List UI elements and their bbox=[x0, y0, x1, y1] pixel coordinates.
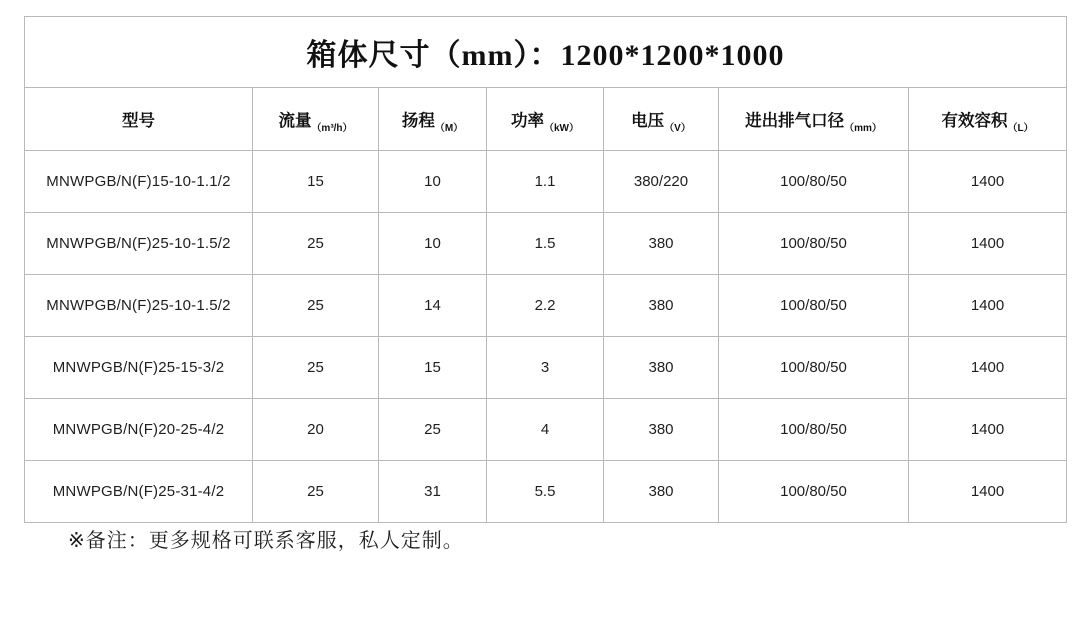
cell-model: MNWPGB/N(F)25-15-3/2 bbox=[25, 337, 253, 399]
cell-flow: 15 bbox=[253, 151, 379, 213]
column-header-port-diameter-unit: （mm） bbox=[844, 123, 882, 134]
cell-model: MNWPGB/N(F)15-10-1.1/2 bbox=[25, 151, 253, 213]
column-header-head-label: 扬程 bbox=[401, 112, 435, 130]
column-header-voltage-label: 电压 bbox=[631, 112, 665, 130]
cell-capacity: 1400 bbox=[909, 151, 1067, 213]
cell-port-diameter: 100/80/50 bbox=[719, 399, 909, 461]
column-header-power-label: 功率 bbox=[511, 112, 544, 130]
column-header-capacity bbox=[909, 88, 1067, 151]
cell-power: 1.1 bbox=[487, 151, 604, 213]
table-header-row bbox=[25, 88, 1067, 151]
cell-port-diameter: 100/80/50 bbox=[719, 213, 909, 275]
table-row bbox=[25, 399, 1067, 461]
specification-table bbox=[24, 16, 1067, 523]
cell-head: 14 bbox=[379, 275, 487, 337]
column-header-flow bbox=[253, 88, 379, 151]
table-title: 箱体尺寸（mm）：1200*1200*1000 bbox=[25, 17, 1067, 88]
cell-flow: 20 bbox=[253, 399, 379, 461]
cell-power: 2.2 bbox=[487, 275, 604, 337]
cell-voltage: 380 bbox=[604, 461, 719, 523]
cell-capacity: 1400 bbox=[909, 337, 1067, 399]
cell-voltage: 380 bbox=[604, 399, 719, 461]
cell-capacity: 1400 bbox=[909, 213, 1067, 275]
column-header-port-diameter bbox=[719, 88, 909, 151]
cell-head: 31 bbox=[379, 461, 487, 523]
table-title-row bbox=[25, 17, 1067, 88]
column-header-power bbox=[487, 88, 604, 151]
cell-capacity: 1400 bbox=[909, 461, 1067, 523]
column-header-flow-unit: （m³/h） bbox=[311, 123, 353, 134]
cell-head: 10 bbox=[379, 151, 487, 213]
table-row bbox=[25, 461, 1067, 523]
cell-power: 4 bbox=[487, 399, 604, 461]
column-header-capacity-label: 有效容积 bbox=[941, 112, 1008, 130]
column-header-flow-label: 流量 bbox=[278, 112, 312, 130]
cell-flow: 25 bbox=[253, 275, 379, 337]
cell-power: 5.5 bbox=[487, 461, 604, 523]
cell-flow: 25 bbox=[253, 461, 379, 523]
cell-voltage: 380 bbox=[604, 213, 719, 275]
column-header-head-unit: （M） bbox=[434, 123, 464, 134]
cell-model: MNWPGB/N(F)25-10-1.5/2 bbox=[25, 213, 253, 275]
cell-model: MNWPGB/N(F)20-25-4/2 bbox=[25, 399, 253, 461]
cell-head: 10 bbox=[379, 213, 487, 275]
column-header-model bbox=[25, 88, 253, 151]
table-row bbox=[25, 337, 1067, 399]
footnote: ※备注：更多规格可联系客服，私人定制。 bbox=[68, 530, 464, 552]
cell-model: MNWPGB/N(F)25-10-1.5/2 bbox=[25, 275, 253, 337]
cell-voltage: 380 bbox=[604, 337, 719, 399]
cell-model: MNWPGB/N(F)25-31-4/2 bbox=[25, 461, 253, 523]
cell-flow: 25 bbox=[253, 213, 379, 275]
column-header-port-diameter-label: 进出排气口径 bbox=[745, 112, 845, 130]
cell-port-diameter: 100/80/50 bbox=[719, 461, 909, 523]
cell-port-diameter: 100/80/50 bbox=[719, 151, 909, 213]
column-header-voltage-unit: （V） bbox=[664, 123, 691, 134]
column-header-voltage bbox=[604, 88, 719, 151]
cell-port-diameter: 100/80/50 bbox=[719, 337, 909, 399]
column-header-power-unit: （kW） bbox=[544, 123, 579, 134]
column-header-head bbox=[379, 88, 487, 151]
cell-voltage: 380/220 bbox=[604, 151, 719, 213]
table-row bbox=[25, 213, 1067, 275]
column-header-model-label: 型号 bbox=[122, 112, 155, 130]
table-row bbox=[25, 275, 1067, 337]
cell-capacity: 1400 bbox=[909, 399, 1067, 461]
cell-head: 15 bbox=[379, 337, 487, 399]
cell-power: 3 bbox=[487, 337, 604, 399]
cell-flow: 25 bbox=[253, 337, 379, 399]
cell-voltage: 380 bbox=[604, 275, 719, 337]
table-row bbox=[25, 151, 1067, 213]
cell-head: 25 bbox=[379, 399, 487, 461]
cell-capacity: 1400 bbox=[909, 275, 1067, 337]
cell-port-diameter: 100/80/50 bbox=[719, 275, 909, 337]
cell-power: 1.5 bbox=[487, 213, 604, 275]
column-header-capacity-unit: （L） bbox=[1007, 123, 1034, 134]
